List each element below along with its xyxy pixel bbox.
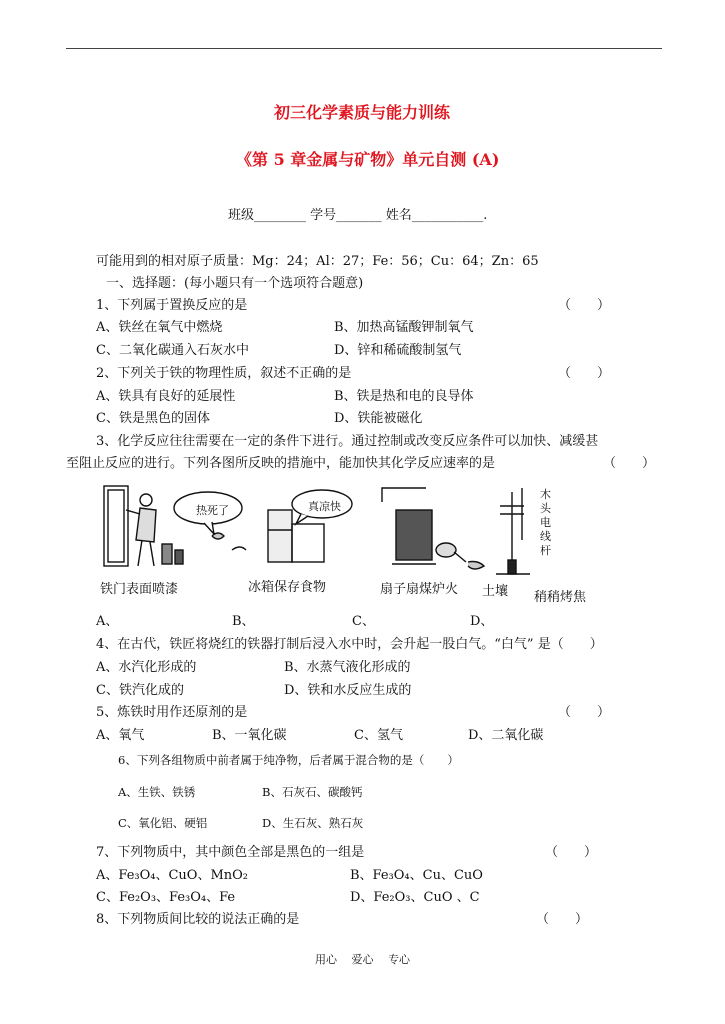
question-1-option-b: B、加热高锰酸钾制氧气 <box>334 320 474 335</box>
question-3-option-a: A、 <box>96 614 119 629</box>
page-footer: 用心 爱心 专心 <box>315 953 410 966</box>
question-3-stem-line2: 至阻止反应的进行。下列各图所反映的措施中，能加快其化学反应速率的是 <box>66 456 496 471</box>
question-5-stem: 5、炼铁时用作还原剂的是 <box>96 705 248 720</box>
question-2-option-a: A、铁具有良好的延展性 <box>96 389 236 404</box>
page-title: 初三化学素质与能力训练 <box>274 103 451 122</box>
caption-refrigerator: 冰箱保存食物 <box>248 580 327 595</box>
header-rule <box>66 48 662 49</box>
page-subtitle: 《第 5 章金属与矿物》单元自测 (A) <box>236 150 500 169</box>
painted-iron-door-drawing <box>104 486 183 566</box>
question-8-stem: 8、下列物质间比较的说法正确的是 <box>96 912 300 927</box>
student-info-line: 班级________ 学号_______ 姓名___________. <box>228 208 488 223</box>
hot-bubble-text: 热死了 <box>196 504 229 517</box>
wooden-pole-drawing <box>496 488 530 574</box>
question-2-answer-paren: （ ） <box>558 366 611 381</box>
question-6-option-d: D、生石灰、熟石灰 <box>262 816 364 830</box>
question-3-option-b: B、 <box>232 614 255 629</box>
question-7-option-c: C、Fe₂O₃、Fe₃O₄、Fe <box>96 890 236 905</box>
question-6-option-a: A、生铁、铁锈 <box>118 785 196 799</box>
caption-soil: 土壤 <box>482 584 509 599</box>
question-1-option-a: A、铁丝在氧气中燃烧 <box>96 320 223 335</box>
question-6-option-b: B、石灰石、碳酸钙 <box>262 785 363 799</box>
question-1-stem: 1、下列属于置换反应的是 <box>96 298 248 313</box>
question-3-figure <box>96 480 596 605</box>
section-heading: 一、选择题：(每小题只有一个选项符合题意) <box>106 276 364 291</box>
question-5-answer-paren: （ ） <box>558 705 611 720</box>
cool-bubble-text: 真凉快 <box>308 500 341 513</box>
question-3-answer-paren: （ ） <box>603 456 656 471</box>
question-4-stem: 4、在古代，铁匠将烧红的铁器打制后浸入水中时，会升起一股白气。“白气” 是（ ） <box>96 637 603 652</box>
question-7-stem: 7、下列物质中，其中颜色全部是黑色的一组是 <box>96 845 365 860</box>
question-2-stem: 2、下列关于铁的物理性质，叙述不正确的是 <box>96 366 352 381</box>
caption-slightly-charred: 稍稍烤焦 <box>534 590 587 605</box>
question-4-option-c: C、铁汽化成的 <box>96 683 184 698</box>
question-6-stem: 6、下列各组物质中前者属于纯净物，后者属于混合物的是（ ） <box>118 753 459 767</box>
question-6-option-c: C、氧化铝、硬铝 <box>118 816 208 830</box>
question-5-option-b: B、一氧化碳 <box>212 728 287 743</box>
question-7-option-b: B、Fe₃O₄、Cu、CuO <box>350 868 483 883</box>
question-8-answer-paren: （ ） <box>536 912 589 927</box>
question-5-option-c: C、氢气 <box>354 728 403 743</box>
question-2-option-d: D、铁能被磁化 <box>334 411 423 426</box>
question-1-option-d: D、锌和稀硫酸制氢气 <box>334 343 462 358</box>
question-4-option-d: D、铁和水反应生成的 <box>284 683 412 698</box>
question-4-option-b: B、水蒸气液化形成的 <box>284 660 411 675</box>
question-1-answer-paren: （ ） <box>558 298 611 313</box>
question-3-stem-line1: 3、化学反应往往需要在一定的条件下进行。通过控制或改变反应条件可以加快、减缓甚 <box>96 434 599 449</box>
question-5-option-d: D、二氧化碳 <box>468 728 544 743</box>
question-1-option-c: C、二氧化碳通入石灰水中 <box>96 343 249 358</box>
atomic-masses: 可能用到的相对原子质量：Mg：24；Al：27；Fe：56；Cu：64；Zn：65 <box>96 254 539 269</box>
caption-iron-door: 铁门表面喷漆 <box>100 582 179 597</box>
caption-fan-stove: 扇子扇煤炉火 <box>380 582 459 597</box>
question-4-option-a: A、水汽化形成的 <box>96 660 197 675</box>
wooden-pole-label: 木头电线杆 <box>540 488 551 557</box>
question-2-option-c: C、铁是黑色的固体 <box>96 411 210 426</box>
question-3-option-d: D、 <box>470 614 494 629</box>
coal-stove-drawing <box>382 488 484 569</box>
question-3-option-c: C、 <box>352 614 375 629</box>
question-5-option-a: A、氧气 <box>96 728 145 743</box>
question-7-option-d: D、Fe₂O₃、CuO 、C <box>350 890 480 905</box>
question-7-answer-paren: （ ） <box>545 845 598 860</box>
question-2-option-b: B、铁是热和电的良导体 <box>334 389 474 404</box>
question-7-option-a: A、Fe₃O₄、CuO、MnO₂ <box>96 868 249 883</box>
